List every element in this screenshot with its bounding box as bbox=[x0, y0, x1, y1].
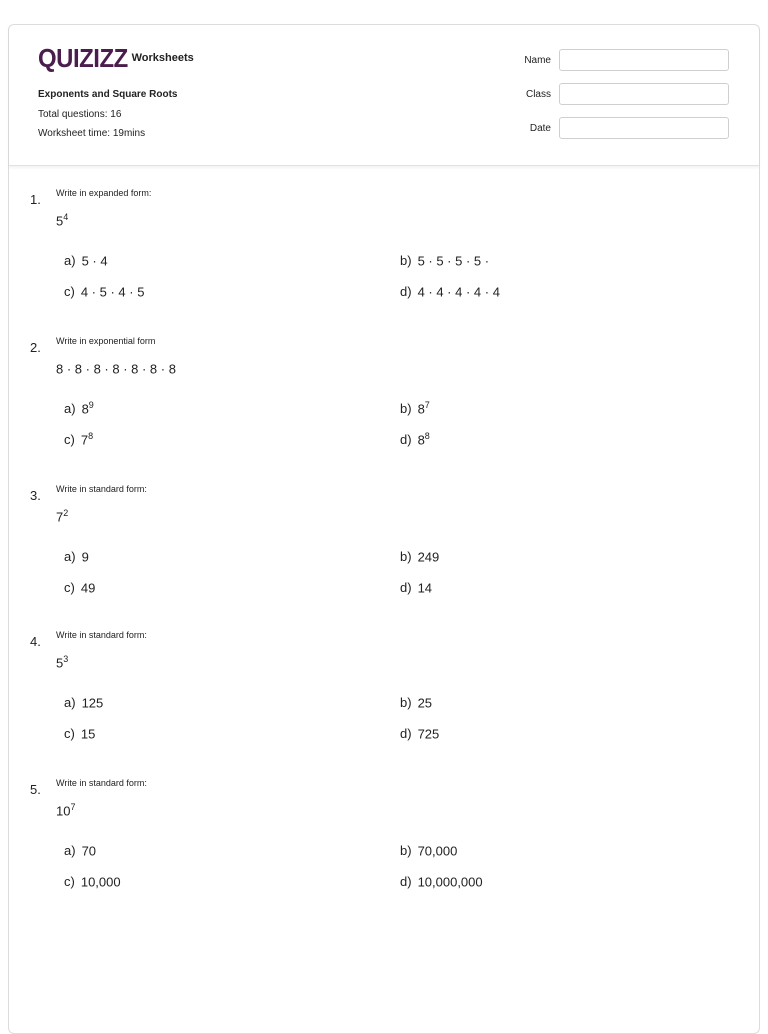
question-expression bbox=[56, 212, 68, 228]
expression-exponent: 7 bbox=[70, 802, 76, 812]
option-letter: c) bbox=[64, 874, 75, 890]
option-value: 8 bbox=[417, 401, 425, 417]
option-value: 5 · 5 · 5 · 5 · bbox=[417, 253, 490, 269]
question-expression bbox=[56, 654, 68, 670]
option-letter: a) bbox=[64, 253, 76, 269]
answer-option[interactable] bbox=[400, 252, 489, 268]
answer-option[interactable] bbox=[400, 548, 439, 564]
option-letter: a) bbox=[64, 695, 76, 711]
option-letter: c) bbox=[64, 432, 75, 448]
answer-option[interactable] bbox=[64, 694, 103, 710]
answer-option[interactable] bbox=[400, 873, 483, 889]
expression-exponent: 2 bbox=[63, 508, 69, 518]
option-value: 8 bbox=[81, 401, 89, 417]
option-value: 7 bbox=[80, 432, 89, 448]
question-number: 1. bbox=[30, 192, 41, 207]
option-exponent: 9 bbox=[88, 400, 94, 410]
expression-base: 5 bbox=[56, 213, 64, 229]
date-field-row bbox=[491, 117, 729, 139]
option-value: 4 · 5 · 4 · 5 bbox=[80, 284, 145, 300]
option-value: 725 bbox=[417, 726, 440, 742]
answer-option[interactable] bbox=[400, 431, 430, 447]
expression-base: 7 bbox=[56, 509, 64, 525]
option-letter: d) bbox=[400, 874, 412, 890]
option-letter: c) bbox=[64, 284, 75, 300]
date-field[interactable] bbox=[559, 117, 729, 139]
option-letter: b) bbox=[400, 843, 412, 859]
option-exponent: 7 bbox=[424, 400, 430, 410]
answer-option[interactable] bbox=[64, 725, 95, 741]
answer-option[interactable] bbox=[64, 842, 96, 858]
answer-option[interactable] bbox=[400, 694, 432, 710]
answer-option[interactable] bbox=[64, 252, 108, 268]
option-value: 10,000 bbox=[80, 874, 121, 890]
answer-option[interactable] bbox=[400, 725, 439, 741]
question-number: 5. bbox=[30, 782, 41, 797]
question-expression bbox=[56, 508, 68, 524]
name-field-row bbox=[491, 49, 729, 71]
option-exponent: 8 bbox=[424, 431, 430, 441]
question-number: 2. bbox=[30, 340, 41, 355]
option-value: 9 bbox=[81, 549, 89, 565]
option-value: 15 bbox=[80, 726, 96, 742]
option-letter: d) bbox=[400, 284, 412, 300]
option-letter: b) bbox=[400, 695, 412, 711]
option-value: 70 bbox=[81, 843, 97, 859]
brand bbox=[38, 45, 194, 71]
option-letter: a) bbox=[64, 401, 76, 417]
option-letter: c) bbox=[64, 726, 75, 742]
answer-option[interactable] bbox=[400, 579, 432, 595]
option-value: 10,000,000 bbox=[417, 874, 483, 890]
option-value: 125 bbox=[81, 695, 104, 711]
question-prompt: Write in standard form: bbox=[56, 778, 147, 788]
name-field[interactable] bbox=[559, 49, 729, 71]
answer-option[interactable] bbox=[64, 283, 144, 299]
quizizz-logo: QUIZIZZ bbox=[38, 43, 128, 73]
option-value: 249 bbox=[417, 549, 440, 565]
option-letter: c) bbox=[64, 580, 75, 596]
question-number: 4. bbox=[30, 634, 41, 649]
question-prompt: Write in standard form: bbox=[56, 484, 147, 494]
expression-base: 8 · 8 · 8 · 8 · 8 · 8 · 8 bbox=[56, 361, 176, 377]
question-expression bbox=[56, 360, 176, 376]
option-value: 49 bbox=[80, 580, 96, 596]
option-letter: d) bbox=[400, 432, 412, 448]
question-prompt: Write in exponential form bbox=[56, 336, 156, 346]
option-letter: d) bbox=[400, 726, 412, 742]
option-exponent: 8 bbox=[88, 431, 94, 441]
answer-option[interactable] bbox=[64, 431, 93, 447]
expression-exponent: 3 bbox=[63, 654, 69, 664]
worksheet-title: Exponents and Square Roots bbox=[38, 89, 178, 100]
option-value: 25 bbox=[417, 695, 433, 711]
option-value: 8 bbox=[417, 432, 425, 448]
option-letter: a) bbox=[64, 549, 76, 565]
question-number: 3. bbox=[30, 488, 41, 503]
expression-base: 5 bbox=[56, 655, 64, 671]
option-letter: b) bbox=[400, 401, 412, 417]
worksheet-time: Worksheet time: 19mins bbox=[38, 128, 146, 139]
worksheet-page bbox=[8, 24, 760, 1034]
expression-exponent: 4 bbox=[63, 212, 69, 222]
answer-option[interactable] bbox=[400, 283, 500, 299]
option-letter: b) bbox=[400, 253, 412, 269]
answer-option[interactable] bbox=[400, 842, 457, 858]
option-value: 4 · 4 · 4 · 4 · 4 bbox=[417, 284, 500, 300]
option-value: 5 · 4 bbox=[81, 253, 108, 269]
answer-option[interactable] bbox=[64, 548, 89, 564]
date-label: Date bbox=[529, 122, 551, 134]
total-questions: Total questions: 16 bbox=[38, 109, 122, 120]
logo-subtitle: Worksheets bbox=[131, 52, 194, 64]
question-prompt: Write in expanded form: bbox=[56, 188, 152, 198]
question-prompt: Write in standard form: bbox=[56, 630, 147, 640]
expression-base: 10 bbox=[56, 803, 71, 819]
name-label: Name bbox=[524, 54, 551, 66]
option-letter: b) bbox=[400, 549, 412, 565]
answer-option[interactable] bbox=[64, 579, 95, 595]
answer-option[interactable] bbox=[64, 873, 121, 889]
class-field-row bbox=[491, 83, 729, 105]
option-letter: d) bbox=[400, 580, 412, 596]
option-value: 70,000 bbox=[417, 843, 458, 859]
answer-option[interactable] bbox=[400, 400, 430, 416]
option-letter: a) bbox=[64, 843, 76, 859]
question-expression bbox=[56, 802, 75, 818]
class-label: Class bbox=[525, 88, 551, 100]
worksheet-header bbox=[9, 25, 759, 166]
option-value: 14 bbox=[417, 580, 433, 596]
class-field[interactable] bbox=[559, 83, 729, 105]
answer-option[interactable] bbox=[64, 400, 94, 416]
